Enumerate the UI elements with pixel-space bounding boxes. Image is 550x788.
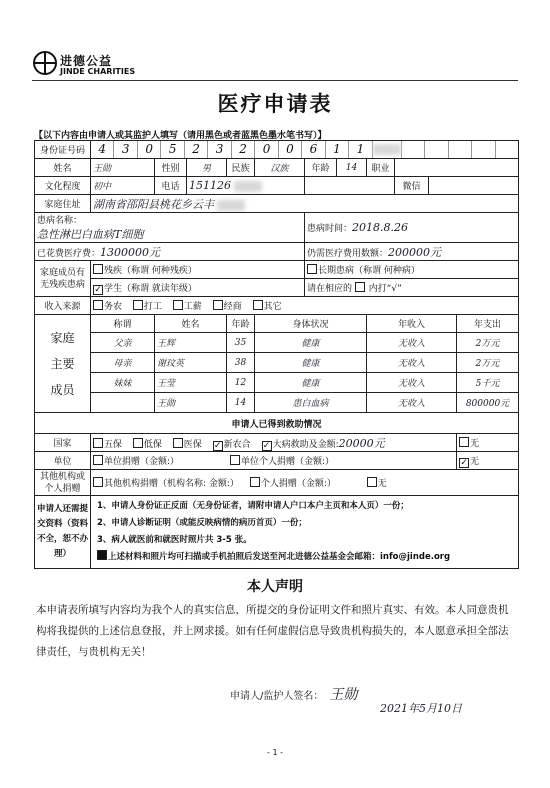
application-form: 身份证号码 4 3 0 5 2 3 2 0 0 6 1 1 姓名 王勋 性别 男 民族 汉族 年龄 14 职业 文化程度 初中 电话 151126 微信 家庭住址 湖南省邵阳县桃花乡云丰 患病名称： 急性淋巴白血病T细胞 患病时间：2018.8.26 已花费医疗费：1300000元 仍需医疗费用数额：200000元 家庭成员有无残疾患病 残疾（称谓 何种残疾） 长期患病（称谓 何种病） ✓ 学生（称谓 就读年级） 请在相应的 内打“√” 收入来源 务农 打工 工薪 经商 其它 家庭 主要 成员 称谓 姓名 年龄 身体状况 年收入 年支出 父亲 王辉 35 健康 无收入 2万元 母亲 谢玟英 38 健康 无收入 2万元 妹妹 王莹 12 健康 无收入 5千元 王勋 14 患白血病 无收入 800000元 申请人已得到救助情况 国家 五保 低保 医保 ✓ 新农合 ✓ 大病救助及金额:20000元 无 单位 单位捐赠（金额:） 单位个人捐赠（金额:） ✓ 无 其他机构或个人捐赠 其他机构捐赠（机构名称: 金额:） 个人捐赠（金额:） 无 申请人还需提交资料（资料不全，恕不办理） 1、申请人身份证正反面（无身份证者，请附申请人户口本户主页和本人页）一份； 2、申请人诊断证明（或能反映病情的病历首页）一份； 3、病人就医前和就医时照片共 3-5 张。 上述材料和照片均可扫描或手机拍照后发送至河北进德公益基金会邮箱：info@jinde.org <box>34 140 519 569</box>
member-row: 父亲 王辉 35 健康 无收入 2万元 <box>35 333 519 353</box>
value-age: 14 <box>337 159 367 177</box>
value-phone: 151126 <box>189 179 231 192</box>
logo-cn: 进德公益 <box>60 54 113 68</box>
id-number: 4 3 0 5 2 3 2 0 0 6 1 1 <box>91 141 518 158</box>
jinde-logo-icon <box>32 50 58 76</box>
redaction <box>234 181 262 192</box>
value-aid-amount: 20000元 <box>338 436 385 450</box>
logo-en: JINDE CHARITIES <box>60 67 136 76</box>
income-options: 务农 打工 工薪 经商 其它 <box>91 297 519 315</box>
sign-date: 2021年5月10日 <box>380 702 462 715</box>
signature-line: 申请人/监护人签名： 王勋 <box>230 687 358 703</box>
value-disease: 急性淋巴白血病T细胞 <box>37 228 144 241</box>
aid-header: 申请人已得到救助情况 <box>35 413 519 434</box>
value-name: 王勋 <box>91 159 155 177</box>
member-row: 王勋 14 患白血病 无收入 800000元 <box>35 393 519 413</box>
value-spent: 1300000元 <box>100 245 161 259</box>
instruction: 【以下内容由申请人或其监护人填写（请用黑色或者蓝黑色墨水笔书写）】 <box>34 131 327 141</box>
state-aid-options: 五保 低保 医保 ✓ 新农合 ✓ 大病救助及金额:20000元 <box>91 434 457 452</box>
member-row: 母亲 谢玟英 38 健康 无收入 2万元 <box>35 353 519 373</box>
signature: 王勋 <box>329 687 358 703</box>
value-need: 200000元 <box>388 245 442 259</box>
value-gender: 男 <box>187 159 227 177</box>
checkbox-student[interactable]: ✓ <box>94 284 102 295</box>
checkbox-disability[interactable] <box>93 264 103 274</box>
page-title: 医疗申请表 <box>217 92 333 116</box>
submit-list: 1、申请人身份证正反面（无身份证者，请附申请人户口本户主页和本人页）一份； 2、申请人诊断证明（或能反映病情的病历首页）一份； 3、病人就医前和就医时照片共 3-5 张。 上述材料和照片均可扫描或手机拍照后发送至河北进德公益基金会邮箱：info@jinde.org <box>91 496 519 569</box>
value-address: 湖南省邵阳县桃花乡云丰 <box>93 197 214 211</box>
label-id: 身份证号码 <box>35 141 91 159</box>
header-rule <box>32 80 518 81</box>
page-number: - 1 - <box>267 748 283 757</box>
submit-label: 申请人还需提交资料（资料不全，恕不办理） <box>35 496 91 569</box>
value-onset: 2018.8.26 <box>352 221 408 234</box>
redaction <box>217 200 245 211</box>
member-row: 妹妹 王莹 12 健康 无收入 5千元 <box>35 373 519 393</box>
redaction <box>373 144 401 155</box>
declaration-title: 本人声明 <box>247 579 303 595</box>
checkbox-chronic[interactable] <box>307 264 317 274</box>
jinde-logo <box>32 50 182 80</box>
declaration-body: 本申请表所填写内容均为我个人的真实信息，所提交的身份证明文件和照片真实、有效。本人同意贵机构将我提供的上述信息登报，并上网求援。如有任何虚假信息导致贵机构损失的，本人愿意承担全部法律责任，与贵机构无关！ <box>36 604 509 658</box>
value-ethnicity: 汉族 <box>255 159 305 177</box>
value-education: 初中 <box>91 177 155 195</box>
